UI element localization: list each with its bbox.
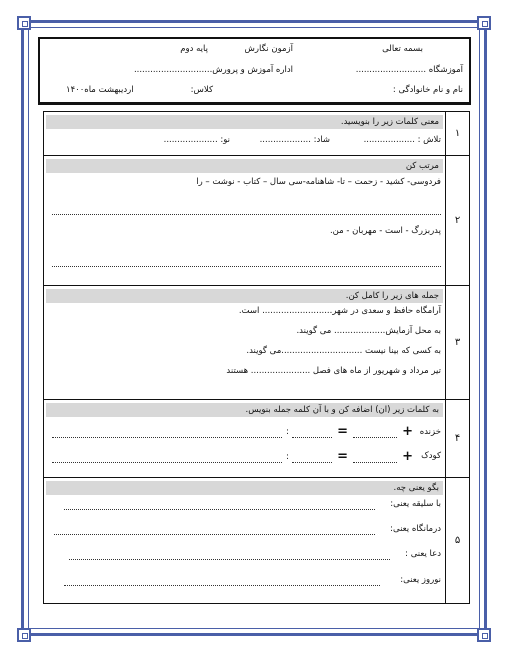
answer-field[interactable]: تلاش : ................... xyxy=(363,135,441,145)
corner-ornament-bottom-right xyxy=(477,628,491,642)
answer-line[interactable] xyxy=(69,559,390,560)
equals-sign: = xyxy=(337,424,348,439)
education-office-field[interactable]: اداره آموزش و پرورش............................. xyxy=(133,65,293,75)
questions-table xyxy=(43,111,470,604)
question-2 xyxy=(44,156,469,286)
question-body xyxy=(44,156,445,285)
question-body xyxy=(44,286,445,399)
plus-sign: + xyxy=(402,424,413,439)
answer-line[interactable] xyxy=(292,437,332,438)
exam-title: آزمون نگارش xyxy=(244,44,293,54)
definition-prompt: دعا یعنی : xyxy=(405,549,441,559)
answer-line[interactable] xyxy=(52,214,441,215)
basmala: بسمه تعالی xyxy=(382,44,423,54)
question-number: ۳ xyxy=(445,286,469,399)
question-title: مرتب کن xyxy=(46,159,443,173)
question-body xyxy=(44,478,445,603)
fill-in-sentence[interactable]: به کسی که بینا نیست ..............................می گویند. xyxy=(246,346,441,356)
corner-ornament-top-left xyxy=(17,16,31,30)
question-title: معنی کلمات زیر را بنویسید. xyxy=(46,115,443,129)
grade-label: پایه دوم xyxy=(180,44,208,54)
corner-ornament-bottom-left xyxy=(17,628,31,642)
answer-line[interactable] xyxy=(353,437,397,438)
answer-line[interactable] xyxy=(52,462,282,463)
exam-date: اردیبهشت ماه۱۴۰۰ xyxy=(66,85,134,95)
question-number: ۴ xyxy=(445,400,469,477)
equals-sign: = xyxy=(337,449,348,464)
answer-field[interactable]: نو: .................... xyxy=(163,135,230,145)
definition-prompt: درمانگاه یعنی: xyxy=(390,524,441,534)
question-3 xyxy=(44,286,469,400)
answer-line[interactable] xyxy=(64,509,375,510)
fill-in-sentence[interactable]: آرامگاه حافظ و سعدی در شهر.......................... است. xyxy=(238,306,441,316)
question-5 xyxy=(44,478,469,603)
definition-prompt: با سلیقه یعنی: xyxy=(390,499,441,509)
header-row-2 xyxy=(46,65,463,81)
student-name-field[interactable]: نام و نام خانوادگی : xyxy=(392,85,463,95)
question-number: ۲ xyxy=(445,156,469,285)
header-row-3 xyxy=(46,85,463,101)
question-number: ۱ xyxy=(445,112,469,155)
colon: : xyxy=(286,427,289,437)
question-title: جمله های زیر را کامل کن. xyxy=(46,289,443,303)
question-number: ۵ xyxy=(445,478,469,603)
word-prompt: خزنده xyxy=(419,427,441,437)
scrambled-words: پدربزرگ - است - مهربان - من. xyxy=(329,226,441,236)
answer-field[interactable]: شاد: ................... xyxy=(259,135,330,145)
answer-line[interactable] xyxy=(52,266,441,267)
colon: : xyxy=(286,452,289,462)
word-prompt: کودک xyxy=(421,451,441,461)
question-title: بگو یعنی چه. xyxy=(46,481,443,495)
answer-line[interactable] xyxy=(52,437,282,438)
answer-line[interactable] xyxy=(64,585,380,586)
fill-in-sentence[interactable]: تیر مرداد و شهریور از ماه های فصل ...................... هستند xyxy=(226,366,441,376)
question-1 xyxy=(44,112,469,156)
header-row-1 xyxy=(46,44,463,60)
definition-prompt: نوروز یعنی: xyxy=(400,575,441,585)
question-4 xyxy=(44,400,469,478)
scrambled-words: فردوسی- کشید - زحمت – تا- شاهنامه-سی سال – کتاب - نوشت – را xyxy=(196,177,441,187)
plus-sign: + xyxy=(402,449,413,464)
question-body xyxy=(44,112,445,155)
class-field[interactable]: کلاس: xyxy=(190,85,213,95)
header-divider xyxy=(40,102,469,103)
answer-line[interactable] xyxy=(292,462,332,463)
question-title: به کلمات زیر (ان) اضافه کن و با آن کلمه جمله بنویس. xyxy=(46,403,443,417)
exam-header xyxy=(38,37,471,105)
answer-line[interactable] xyxy=(353,462,397,463)
fill-in-sentence[interactable]: به محل آزمایش................... می گویند. xyxy=(296,326,441,336)
answer-line[interactable] xyxy=(54,534,375,535)
school-field[interactable]: آموزشگاه .......................... xyxy=(355,65,463,75)
question-body xyxy=(44,400,445,477)
corner-ornament-top-right xyxy=(477,16,491,30)
